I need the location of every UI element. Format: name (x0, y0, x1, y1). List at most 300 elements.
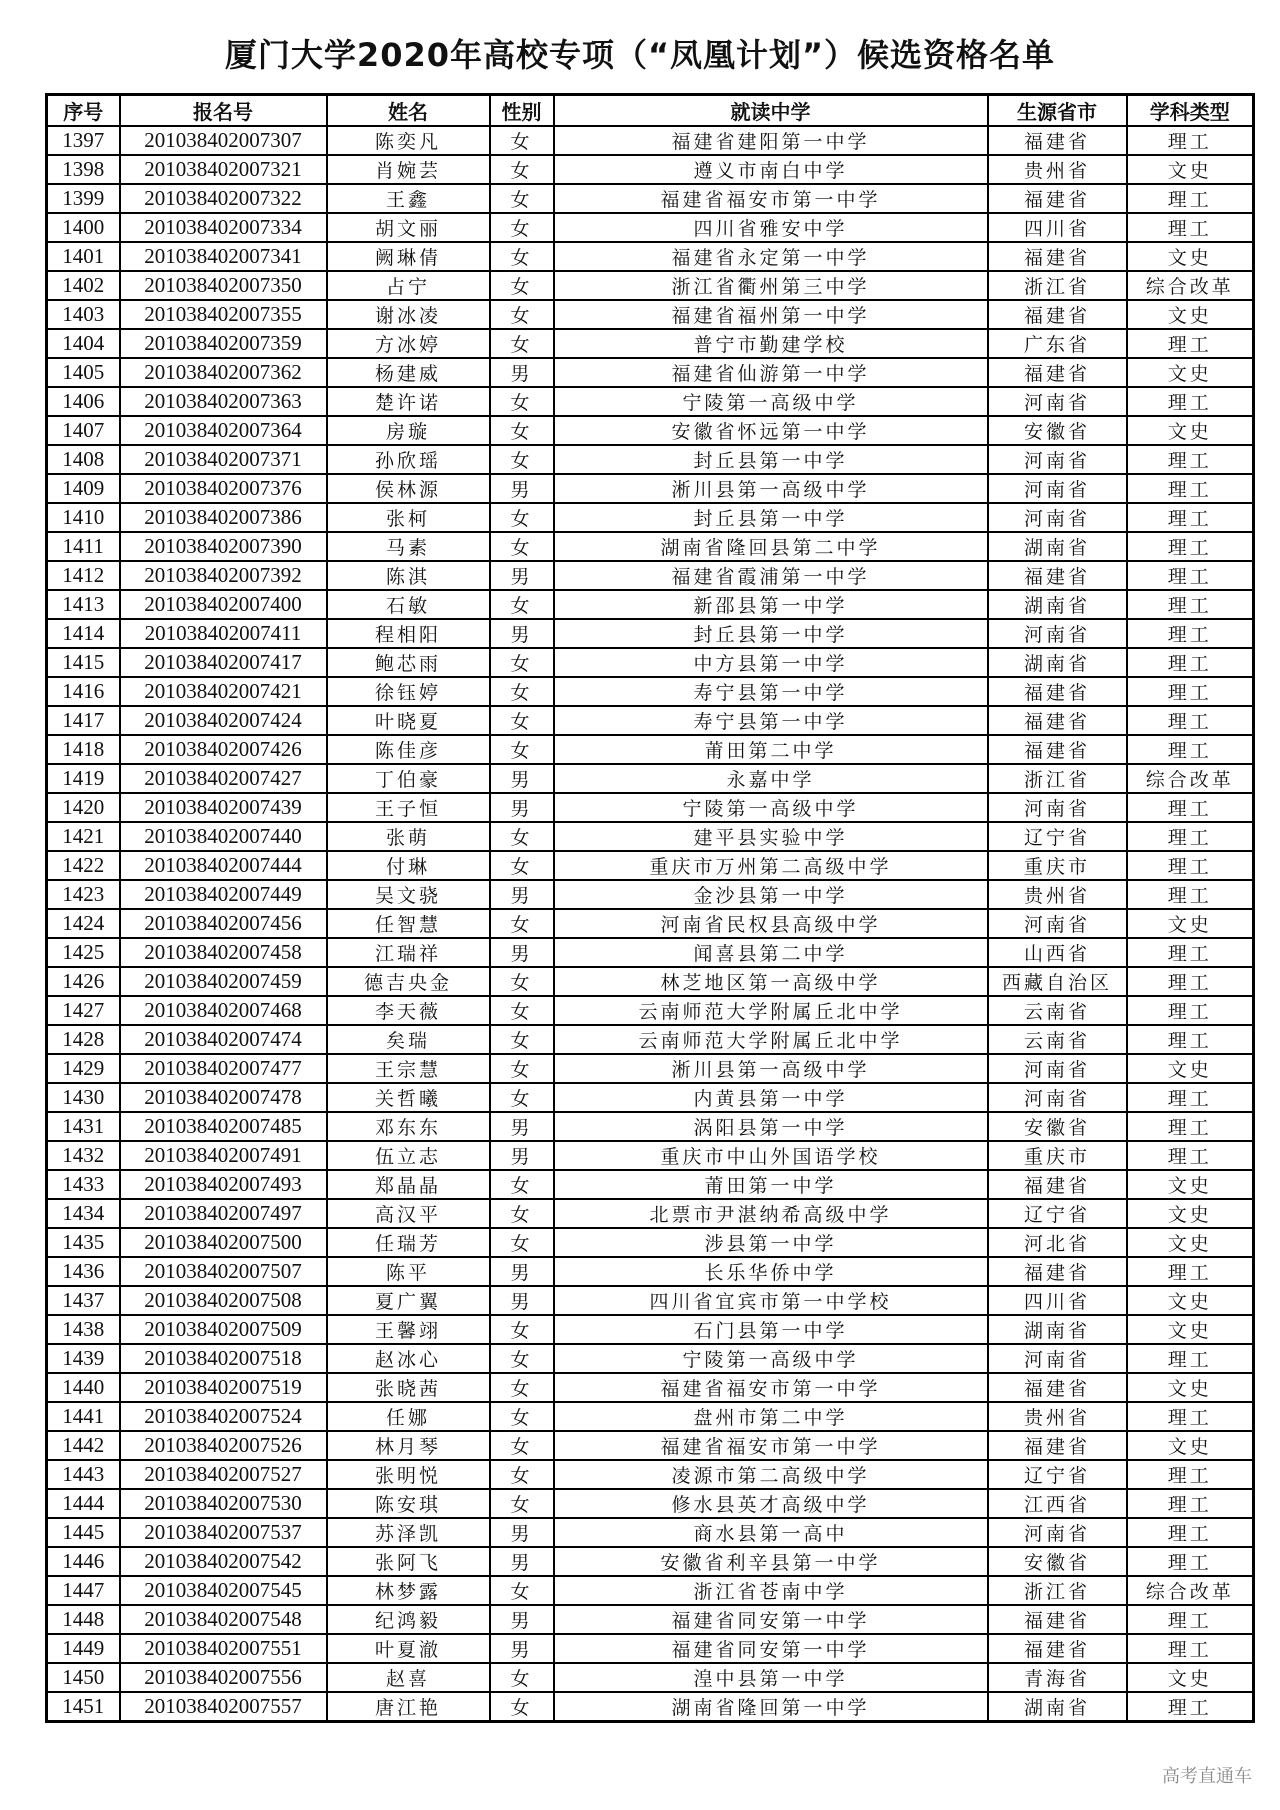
cell-school: 湖南省隆回县第二中学 (554, 532, 988, 561)
cell-province: 福建省 (988, 1373, 1127, 1402)
table-row (47, 329, 1254, 358)
header-gender: 性别 (490, 95, 554, 127)
cell-registration-no: 201038402007500 (120, 1228, 327, 1257)
cell-school: 福建省同安第一中学 (554, 1605, 988, 1634)
cell-seq: 1406 (47, 387, 120, 416)
cell-registration-no: 201038402007526 (120, 1431, 327, 1460)
cell-province: 辽宁省 (988, 822, 1127, 851)
cell-province: 福建省 (988, 1257, 1127, 1286)
cell-gender: 女 (490, 213, 554, 242)
cell-school: 重庆市万州第二高级中学 (554, 851, 988, 880)
cell-gender: 女 (490, 735, 554, 764)
cell-seq: 1402 (47, 271, 120, 300)
cell-registration-no: 201038402007449 (120, 880, 327, 909)
cell-registration-no: 201038402007548 (120, 1605, 327, 1634)
cell-name: 楚许诺 (327, 387, 490, 416)
cell-registration-no: 201038402007524 (120, 1402, 327, 1431)
cell-name: 夏广翼 (327, 1286, 490, 1315)
table-row (47, 1634, 1254, 1663)
cell-school: 河南省民权县高级中学 (554, 909, 988, 938)
cell-province: 贵州省 (988, 155, 1127, 184)
cell-gender: 男 (490, 358, 554, 387)
cell-registration-no: 201038402007376 (120, 474, 327, 503)
cell-subject-type: 理工 (1127, 880, 1254, 909)
cell-seq: 1428 (47, 1025, 120, 1054)
watermark-text: 高考直通车 (1162, 1766, 1252, 1787)
cell-seq: 1405 (47, 358, 120, 387)
cell-name: 杨建威 (327, 358, 490, 387)
cell-registration-no: 201038402007359 (120, 329, 327, 358)
cell-name: 侯林源 (327, 474, 490, 503)
cell-gender: 男 (490, 1141, 554, 1170)
cell-gender: 女 (490, 967, 554, 996)
cell-name: 张柯 (327, 503, 490, 532)
cell-seq: 1411 (47, 532, 120, 561)
table-row (47, 619, 1254, 648)
table-row (47, 503, 1254, 532)
cell-registration-no: 201038402007478 (120, 1083, 327, 1112)
cell-province: 西藏自治区 (988, 967, 1127, 996)
cell-name: 陈奕凡 (327, 126, 490, 155)
cell-province: 广东省 (988, 329, 1127, 358)
cell-registration-no: 201038402007341 (120, 242, 327, 271)
cell-name: 王宗慧 (327, 1054, 490, 1083)
cell-gender: 女 (490, 590, 554, 619)
table-row (47, 1518, 1254, 1547)
cell-gender: 女 (490, 300, 554, 329)
cell-province: 福建省 (988, 242, 1127, 271)
cell-seq: 1397 (47, 126, 120, 155)
cell-school: 宁陵第一高级中学 (554, 387, 988, 416)
cell-school: 盘州市第二中学 (554, 1402, 988, 1431)
cell-seq: 1439 (47, 1344, 120, 1373)
cell-registration-no: 201038402007421 (120, 677, 327, 706)
cell-seq: 1442 (47, 1431, 120, 1460)
cell-school: 安徽省利辛县第一中学 (554, 1547, 988, 1576)
cell-gender: 男 (490, 764, 554, 793)
cell-province: 河南省 (988, 503, 1127, 532)
cell-province: 福建省 (988, 1634, 1127, 1663)
cell-province: 湖南省 (988, 1692, 1127, 1722)
cell-province: 福建省 (988, 300, 1127, 329)
cell-subject-type: 理工 (1127, 1083, 1254, 1112)
cell-name: 任瑞芳 (327, 1228, 490, 1257)
cell-seq: 1446 (47, 1547, 120, 1576)
cell-school: 林芝地区第一高级中学 (554, 967, 988, 996)
cell-gender: 男 (490, 1286, 554, 1315)
table-row (47, 822, 1254, 851)
cell-name: 陈佳彦 (327, 735, 490, 764)
cell-subject-type: 理工 (1127, 677, 1254, 706)
cell-seq: 1440 (47, 1373, 120, 1402)
cell-gender: 男 (490, 793, 554, 822)
cell-name: 肖婉芸 (327, 155, 490, 184)
cell-subject-type: 理工 (1127, 213, 1254, 242)
cell-name: 叶夏澈 (327, 1634, 490, 1663)
table-row (47, 1228, 1254, 1257)
cell-school: 长乐华侨中学 (554, 1257, 988, 1286)
cell-gender: 男 (490, 561, 554, 590)
cell-gender: 女 (490, 1228, 554, 1257)
cell-province: 福建省 (988, 706, 1127, 735)
cell-subject-type: 文史 (1127, 1199, 1254, 1228)
cell-registration-no: 201038402007439 (120, 793, 327, 822)
cell-seq: 1434 (47, 1199, 120, 1228)
cell-seq: 1404 (47, 329, 120, 358)
cell-name: 纪鸿毅 (327, 1605, 490, 1634)
cell-registration-no: 201038402007491 (120, 1141, 327, 1170)
cell-seq: 1425 (47, 938, 120, 967)
cell-subject-type: 文史 (1127, 1663, 1254, 1692)
cell-subject-type: 文史 (1127, 909, 1254, 938)
cell-name: 苏泽凯 (327, 1518, 490, 1547)
cell-registration-no: 201038402007509 (120, 1315, 327, 1344)
cell-gender: 女 (490, 1402, 554, 1431)
cell-province: 湖南省 (988, 1315, 1127, 1344)
cell-subject-type: 文史 (1127, 1373, 1254, 1402)
table-row (47, 1170, 1254, 1199)
cell-registration-no: 201038402007557 (120, 1692, 327, 1722)
cell-province: 贵州省 (988, 1402, 1127, 1431)
cell-school: 遵义市南白中学 (554, 155, 988, 184)
cell-seq: 1423 (47, 880, 120, 909)
cell-name: 林月琴 (327, 1431, 490, 1460)
cell-registration-no: 201038402007537 (120, 1518, 327, 1547)
cell-registration-no: 201038402007508 (120, 1286, 327, 1315)
cell-gender: 女 (490, 1373, 554, 1402)
cell-name: 邓东东 (327, 1112, 490, 1141)
cell-gender: 男 (490, 1547, 554, 1576)
cell-school: 闻喜县第二中学 (554, 938, 988, 967)
cell-gender: 女 (490, 1199, 554, 1228)
cell-gender: 女 (490, 851, 554, 880)
cell-subject-type: 理工 (1127, 735, 1254, 764)
cell-subject-type: 文史 (1127, 1054, 1254, 1083)
cell-school: 涉县第一中学 (554, 1228, 988, 1257)
cell-province: 浙江省 (988, 1576, 1127, 1605)
cell-name: 付琳 (327, 851, 490, 880)
cell-registration-no: 201038402007363 (120, 387, 327, 416)
cell-registration-no: 201038402007364 (120, 416, 327, 445)
cell-school: 福建省仙游第一中学 (554, 358, 988, 387)
table-row (47, 1576, 1254, 1605)
cell-school: 福建省霞浦第一中学 (554, 561, 988, 590)
cell-province: 浙江省 (988, 764, 1127, 793)
cell-province: 安徽省 (988, 1547, 1127, 1576)
cell-school: 云南师范大学附属丘北中学 (554, 996, 988, 1025)
table-row (47, 996, 1254, 1025)
cell-school: 福建省同安第一中学 (554, 1634, 988, 1663)
cell-seq: 1451 (47, 1692, 120, 1722)
header-name: 姓名 (327, 95, 490, 127)
cell-subject-type: 综合改革 (1127, 271, 1254, 300)
cell-school: 普宁市勤建学校 (554, 329, 988, 358)
table-row (47, 1083, 1254, 1112)
cell-province: 河南省 (988, 793, 1127, 822)
cell-seq: 1417 (47, 706, 120, 735)
cell-registration-no: 201038402007350 (120, 271, 327, 300)
cell-registration-no: 201038402007322 (120, 184, 327, 213)
cell-seq: 1424 (47, 909, 120, 938)
table-row (47, 1112, 1254, 1141)
cell-name: 阙琳倩 (327, 242, 490, 271)
cell-registration-no: 201038402007468 (120, 996, 327, 1025)
cell-seq: 1408 (47, 445, 120, 474)
cell-province: 辽宁省 (988, 1460, 1127, 1489)
cell-name: 占宁 (327, 271, 490, 300)
cell-school: 浙江省衢州第三中学 (554, 271, 988, 300)
cell-school: 福建省建阳第一中学 (554, 126, 988, 155)
cell-gender: 女 (490, 1460, 554, 1489)
cell-name: 程相阳 (327, 619, 490, 648)
cell-name: 王馨翊 (327, 1315, 490, 1344)
table-row (47, 1141, 1254, 1170)
table-row (47, 1489, 1254, 1518)
cell-name: 谢冰凌 (327, 300, 490, 329)
cell-registration-no: 201038402007362 (120, 358, 327, 387)
cell-school: 宁陵第一高级中学 (554, 1344, 988, 1373)
cell-school: 中方县第一中学 (554, 648, 988, 677)
cell-seq: 1420 (47, 793, 120, 822)
cell-name: 胡文丽 (327, 213, 490, 242)
cell-province: 湖南省 (988, 648, 1127, 677)
cell-gender: 女 (490, 1576, 554, 1605)
cell-registration-no: 201038402007400 (120, 590, 327, 619)
cell-school: 商水县第一高中 (554, 1518, 988, 1547)
cell-name: 王子恒 (327, 793, 490, 822)
cell-school: 寿宁县第一中学 (554, 706, 988, 735)
cell-gender: 女 (490, 1054, 554, 1083)
cell-school: 涡阳县第一中学 (554, 1112, 988, 1141)
cell-registration-no: 201038402007477 (120, 1054, 327, 1083)
cell-subject-type: 理工 (1127, 648, 1254, 677)
cell-seq: 1409 (47, 474, 120, 503)
cell-seq: 1449 (47, 1634, 120, 1663)
cell-registration-no: 201038402007334 (120, 213, 327, 242)
cell-gender: 女 (490, 1489, 554, 1518)
cell-school: 四川省雅安中学 (554, 213, 988, 242)
cell-school: 湟中县第一中学 (554, 1663, 988, 1692)
cell-subject-type: 文史 (1127, 1228, 1254, 1257)
cell-province: 福建省 (988, 735, 1127, 764)
cell-name: 林梦露 (327, 1576, 490, 1605)
cell-province: 重庆市 (988, 851, 1127, 880)
cell-subject-type: 综合改革 (1127, 764, 1254, 793)
cell-subject-type: 理工 (1127, 503, 1254, 532)
cell-school: 宁陵第一高级中学 (554, 793, 988, 822)
cell-registration-no: 201038402007426 (120, 735, 327, 764)
cell-subject-type: 理工 (1127, 967, 1254, 996)
cell-seq: 1430 (47, 1083, 120, 1112)
cell-registration-no: 201038402007355 (120, 300, 327, 329)
cell-seq: 1438 (47, 1315, 120, 1344)
cell-subject-type: 理工 (1127, 590, 1254, 619)
cell-registration-no: 201038402007530 (120, 1489, 327, 1518)
cell-gender: 女 (490, 1344, 554, 1373)
cell-gender: 男 (490, 880, 554, 909)
cell-gender: 女 (490, 706, 554, 735)
table-row (47, 1605, 1254, 1634)
cell-name: 高汉平 (327, 1199, 490, 1228)
cell-subject-type: 理工 (1127, 329, 1254, 358)
cell-gender: 女 (490, 445, 554, 474)
cell-seq: 1407 (47, 416, 120, 445)
table-row (47, 1663, 1254, 1692)
cell-registration-no: 201038402007427 (120, 764, 327, 793)
cell-school: 莆田第二中学 (554, 735, 988, 764)
cell-seq: 1427 (47, 996, 120, 1025)
cell-province: 河南省 (988, 909, 1127, 938)
cell-school: 封丘县第一中学 (554, 445, 988, 474)
cell-registration-no: 201038402007556 (120, 1663, 327, 1692)
cell-seq: 1418 (47, 735, 120, 764)
cell-registration-no: 201038402007444 (120, 851, 327, 880)
cell-gender: 女 (490, 416, 554, 445)
cell-subject-type: 理工 (1127, 184, 1254, 213)
cell-school: 凌源市第二高级中学 (554, 1460, 988, 1489)
cell-registration-no: 201038402007518 (120, 1344, 327, 1373)
cell-registration-no: 201038402007417 (120, 648, 327, 677)
cell-province: 四川省 (988, 213, 1127, 242)
cell-gender: 男 (490, 1112, 554, 1141)
cell-subject-type: 理工 (1127, 1141, 1254, 1170)
cell-school: 寿宁县第一中学 (554, 677, 988, 706)
cell-subject-type: 理工 (1127, 561, 1254, 590)
cell-name: 鲍芯雨 (327, 648, 490, 677)
cell-school: 重庆市中山外国语学校 (554, 1141, 988, 1170)
cell-seq: 1432 (47, 1141, 120, 1170)
table-row (47, 1344, 1254, 1373)
cell-seq: 1444 (47, 1489, 120, 1518)
cell-subject-type: 理工 (1127, 822, 1254, 851)
cell-seq: 1429 (47, 1054, 120, 1083)
table-row (47, 1431, 1254, 1460)
cell-subject-type: 文史 (1127, 1170, 1254, 1199)
cell-seq: 1401 (47, 242, 120, 271)
cell-province: 福建省 (988, 1431, 1127, 1460)
cell-name: 任智慧 (327, 909, 490, 938)
table-row (47, 1402, 1254, 1431)
table-row (47, 590, 1254, 619)
cell-school: 安徽省怀远第一中学 (554, 416, 988, 445)
cell-subject-type: 理工 (1127, 938, 1254, 967)
cell-gender: 女 (490, 155, 554, 184)
cell-name: 石敏 (327, 590, 490, 619)
header-subject-type: 学科类型 (1127, 95, 1254, 127)
cell-school: 封丘县第一中学 (554, 503, 988, 532)
table-row (47, 416, 1254, 445)
cell-name: 郑晶晶 (327, 1170, 490, 1199)
cell-province: 安徽省 (988, 1112, 1127, 1141)
cell-gender: 男 (490, 474, 554, 503)
cell-seq: 1421 (47, 822, 120, 851)
cell-subject-type: 综合改革 (1127, 1576, 1254, 1605)
cell-registration-no: 201038402007493 (120, 1170, 327, 1199)
table-row (47, 764, 1254, 793)
cell-province: 河南省 (988, 619, 1127, 648)
cell-subject-type: 理工 (1127, 126, 1254, 155)
cell-school: 莆田第一中学 (554, 1170, 988, 1199)
cell-gender: 女 (490, 822, 554, 851)
cell-name: 张晓茜 (327, 1373, 490, 1402)
table-row (47, 1257, 1254, 1286)
cell-subject-type: 理工 (1127, 1605, 1254, 1634)
cell-seq: 1399 (47, 184, 120, 213)
cell-gender: 女 (490, 242, 554, 271)
table-row (47, 474, 1254, 503)
table-row (47, 300, 1254, 329)
cell-school: 修水县英才高级中学 (554, 1489, 988, 1518)
cell-registration-no: 201038402007390 (120, 532, 327, 561)
table-row (47, 967, 1254, 996)
cell-subject-type: 理工 (1127, 996, 1254, 1025)
cell-name: 任娜 (327, 1402, 490, 1431)
cell-school: 福建省福安市第一中学 (554, 1431, 988, 1460)
cell-gender: 女 (490, 126, 554, 155)
cell-subject-type: 文史 (1127, 155, 1254, 184)
cell-registration-no: 201038402007542 (120, 1547, 327, 1576)
cell-registration-no: 201038402007411 (120, 619, 327, 648)
cell-name: 陈淇 (327, 561, 490, 590)
table-row (47, 561, 1254, 590)
cell-name: 李天薇 (327, 996, 490, 1025)
table-row (47, 648, 1254, 677)
cell-name: 陈安琪 (327, 1489, 490, 1518)
table-row (47, 677, 1254, 706)
cell-gender: 女 (490, 1663, 554, 1692)
cell-subject-type: 理工 (1127, 1634, 1254, 1663)
cell-subject-type: 理工 (1127, 445, 1254, 474)
cell-name: 陈平 (327, 1257, 490, 1286)
cell-gender: 女 (490, 648, 554, 677)
cell-province: 河南省 (988, 1518, 1127, 1547)
cell-name: 关哲曦 (327, 1083, 490, 1112)
cell-subject-type: 理工 (1127, 1518, 1254, 1547)
cell-registration-no: 201038402007459 (120, 967, 327, 996)
cell-seq: 1412 (47, 561, 120, 590)
cell-registration-no: 201038402007371 (120, 445, 327, 474)
cell-registration-no: 201038402007386 (120, 503, 327, 532)
cell-gender: 女 (490, 387, 554, 416)
table-row (47, 1373, 1254, 1402)
cell-gender: 女 (490, 503, 554, 532)
cell-registration-no: 201038402007519 (120, 1373, 327, 1402)
cell-province: 福建省 (988, 1170, 1127, 1199)
cell-subject-type: 理工 (1127, 1547, 1254, 1576)
cell-subject-type: 理工 (1127, 1112, 1254, 1141)
table-row (47, 880, 1254, 909)
cell-subject-type: 文史 (1127, 1286, 1254, 1315)
cell-subject-type: 理工 (1127, 1344, 1254, 1373)
cell-gender: 女 (490, 1692, 554, 1722)
cell-subject-type: 文史 (1127, 358, 1254, 387)
cell-subject-type: 理工 (1127, 474, 1254, 503)
table-row (47, 938, 1254, 967)
cell-seq: 1437 (47, 1286, 120, 1315)
cell-seq: 1426 (47, 967, 120, 996)
cell-registration-no: 201038402007551 (120, 1634, 327, 1663)
cell-gender: 男 (490, 1605, 554, 1634)
cell-province: 重庆市 (988, 1141, 1127, 1170)
cell-registration-no: 201038402007440 (120, 822, 327, 851)
cell-name: 房璇 (327, 416, 490, 445)
cell-seq: 1403 (47, 300, 120, 329)
header-seq: 序号 (47, 95, 120, 127)
cell-seq: 1441 (47, 1402, 120, 1431)
cell-subject-type: 理工 (1127, 387, 1254, 416)
cell-province: 河南省 (988, 445, 1127, 474)
cell-school: 福建省福安市第一中学 (554, 1373, 988, 1402)
